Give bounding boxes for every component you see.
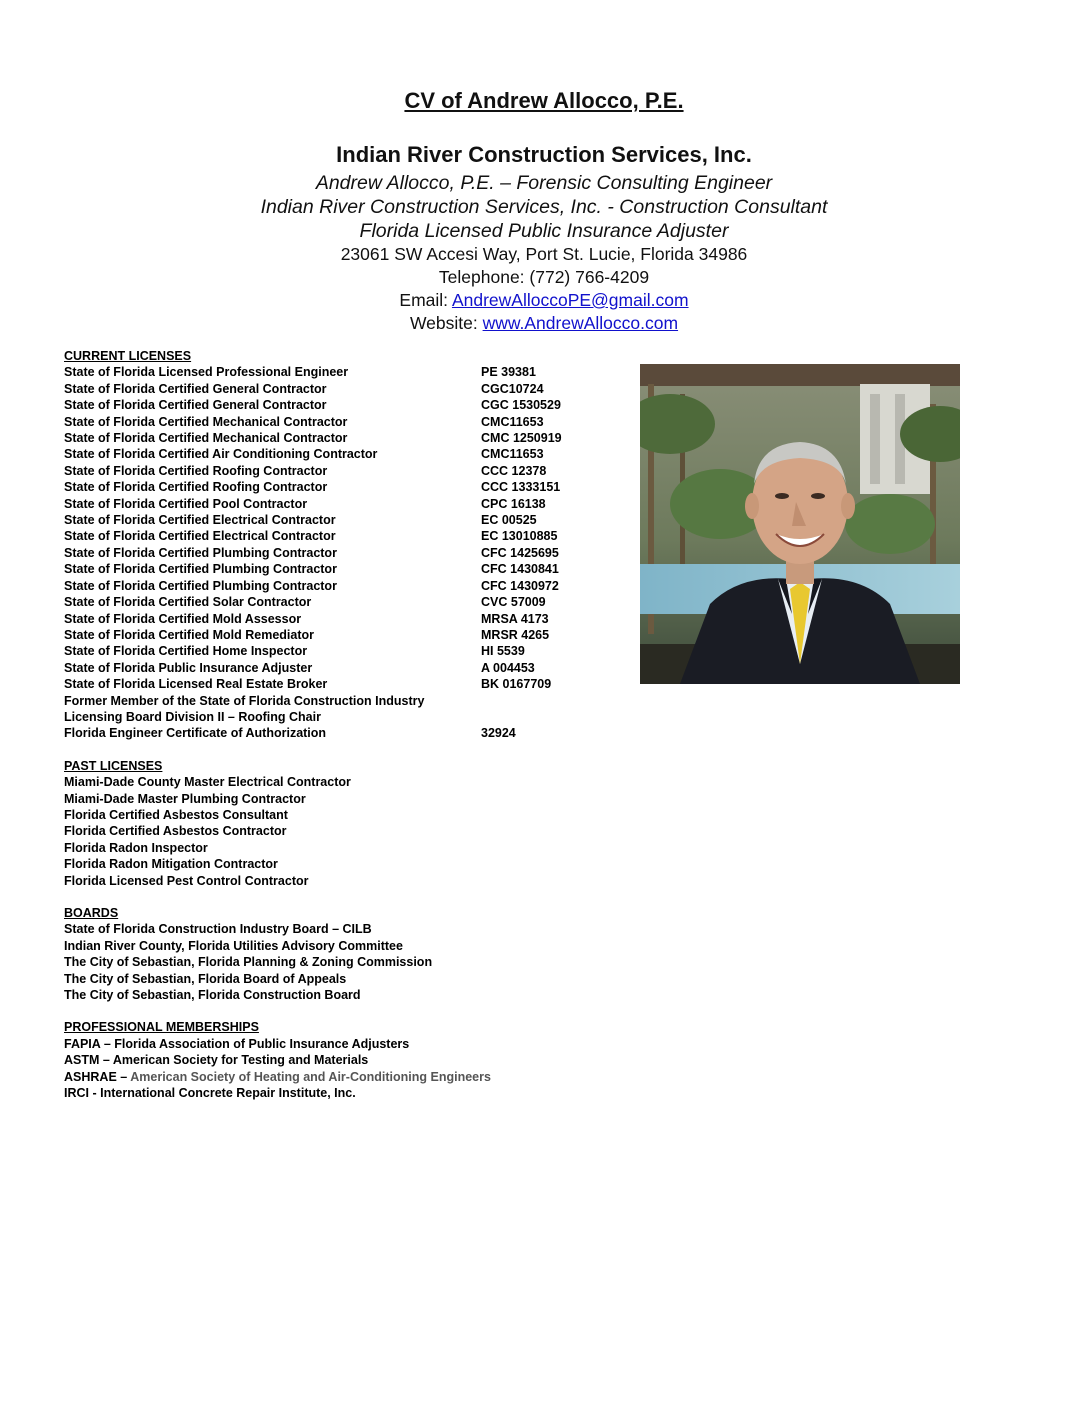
license-number: CVC 57009: [481, 595, 546, 610]
portrait-photo: [640, 364, 960, 684]
license-row: [64, 561, 624, 577]
license-name: State of Florida Certified Solar Contractor: [64, 595, 312, 610]
license-number: CPC 16138: [481, 496, 546, 511]
memberships-list: [64, 1036, 624, 1102]
license-number: BK 0167709: [481, 677, 552, 692]
current-licenses-list: [64, 364, 624, 741]
past-licenses-section: [64, 758, 624, 889]
past-license-item: Florida Certified Asbestos Consultant: [64, 807, 288, 822]
membership-separator: –: [116, 1069, 131, 1084]
website-label: Website:: [409, 313, 478, 333]
license-row: [64, 611, 624, 627]
membership-abbr: FAPIA: [64, 1036, 101, 1051]
boards-heading: BOARDS: [64, 906, 119, 920]
license-row: [64, 512, 624, 528]
license-row: [64, 676, 624, 692]
license-row: [64, 496, 624, 512]
license-name: State of Florida Certified Electrical Contractor: [64, 529, 336, 544]
license-name: State of Florida Certified Mold Assessor: [64, 611, 302, 626]
title-line-adjuster: Florida Licensed Public Insurance Adjuster: [359, 220, 729, 242]
board-item: Indian River County, Florida Utilities Advisory Committee: [64, 938, 403, 953]
license-name: State of Florida Certified Plumbing Contractor: [64, 562, 337, 577]
license-number: MRSR 4265: [481, 627, 550, 642]
license-name: State of Florida Certified Roofing Contractor: [64, 480, 328, 495]
membership-abbr: ASHRAE: [64, 1069, 117, 1084]
license-name: State of Florida Public Insurance Adjuster: [64, 660, 313, 675]
license-row: [64, 709, 624, 725]
membership-item: [64, 1052, 624, 1068]
current-licenses-heading: CURRENT LICENSES: [64, 349, 192, 363]
license-name: State of Florida Licensed Professional Engineer: [64, 365, 349, 380]
license-number: CGC 1530529: [481, 398, 561, 413]
license-row: [64, 528, 624, 544]
website-link[interactable]: www.AndrewAllocco.com: [482, 313, 679, 333]
license-name: Licensing Board Division II – Roofing Chair: [64, 709, 321, 724]
license-name: Florida Engineer Certificate of Authorization: [64, 726, 327, 741]
title-line-consultant: Indian River Construction Services, Inc. - Construction Consultant: [260, 196, 828, 218]
past-license-item: Miami-Dade Master Plumbing Contractor: [64, 791, 306, 806]
license-row: [64, 627, 624, 643]
membership-description: American Society of Heating and Air-Conditioning Engineers: [130, 1069, 491, 1084]
membership-item: [64, 1069, 624, 1085]
license-name: State of Florida Certified Electrical Contractor: [64, 513, 336, 528]
license-number: HI 5539: [481, 644, 525, 659]
license-row: [64, 660, 624, 676]
telephone: Telephone: (772) 766-4209: [438, 267, 650, 287]
license-number: CCC 1333151: [481, 480, 561, 495]
past-license-item: Florida Radon Mitigation Contractor: [64, 857, 278, 872]
past-licenses-list: [64, 774, 624, 889]
license-number: CMC 1250919: [481, 431, 562, 446]
license-number: EC 00525: [481, 513, 537, 528]
license-name: State of Florida Certified General Contractor: [64, 398, 327, 413]
membership-abbr: ASTM: [64, 1053, 100, 1068]
license-row: [64, 381, 624, 397]
license-name: State of Florida Certified Pool Contractor: [64, 496, 308, 511]
license-number: MRSA 4173: [481, 611, 549, 626]
membership-separator: -: [89, 1086, 101, 1101]
current-licenses-section: [64, 348, 624, 742]
license-name: State of Florida Certified Mechanical Contractor: [64, 414, 348, 429]
license-row: [64, 430, 624, 446]
boards-list: [64, 921, 624, 1003]
license-number: PE 39381: [481, 365, 536, 380]
license-row: [64, 578, 624, 594]
past-license-item: Florida Certified Asbestos Contractor: [64, 824, 287, 839]
membership-description: Florida Association of Public Insurance Adjusters: [114, 1036, 410, 1051]
license-row: [64, 479, 624, 495]
membership-item: [64, 1085, 624, 1101]
license-name: State of Florida Licensed Real Estate Broker: [64, 677, 328, 692]
license-number: 32924: [481, 726, 516, 741]
license-row: [64, 725, 624, 741]
letterhead: [0, 140, 1088, 335]
email-label: Email:: [399, 290, 449, 310]
board-item: The City of Sebastian, Florida Board of Appeals: [64, 971, 347, 986]
license-number: CFC 1430972: [481, 578, 559, 593]
license-row: [64, 414, 624, 430]
memberships-section: [64, 1019, 624, 1101]
license-name: State of Florida Certified Air Conditioning Contractor: [64, 447, 378, 462]
license-row: [64, 463, 624, 479]
license-name: State of Florida Certified Roofing Contractor: [64, 463, 328, 478]
license-number: CGC10724: [481, 381, 544, 396]
website-line: [0, 312, 1088, 335]
membership-item: [64, 1036, 624, 1052]
email-line: [0, 289, 1088, 312]
license-number: CCC 12378: [481, 463, 547, 478]
license-row: [64, 364, 624, 380]
license-row: [64, 545, 624, 561]
license-row: [64, 397, 624, 413]
past-license-item: Florida Licensed Pest Control Contractor: [64, 873, 309, 888]
membership-description: International Concrete Repair Institute, Inc.: [100, 1086, 356, 1101]
address: 23061 SW Accesi Way, Port St. Lucie, Florida 34986: [340, 244, 748, 264]
license-number: EC 13010885: [481, 529, 558, 544]
license-number: CFC 1425695: [481, 545, 559, 560]
boards-section: [64, 905, 624, 1003]
portrait-illustration: [640, 364, 960, 684]
license-name: State of Florida Certified Plumbing Contractor: [64, 545, 337, 560]
license-name: State of Florida Certified Home Inspector: [64, 644, 308, 659]
memberships-heading: PROFESSIONAL MEMBERSHIPS: [64, 1020, 259, 1035]
license-number: [481, 709, 601, 725]
license-row: [64, 693, 624, 709]
page-title: CV of Andrew Allocco, P.E.: [404, 88, 684, 113]
past-licenses-heading: PAST LICENSES: [64, 758, 163, 773]
license-row: [64, 594, 624, 610]
license-name: State of Florida Certified Plumbing Contractor: [64, 578, 337, 593]
license-number: CMC11653: [481, 414, 544, 429]
license-name: State of Florida Certified Mold Remediator: [64, 627, 315, 642]
cv-sections: [64, 348, 624, 1117]
board-item: The City of Sebastian, Florida Planning & Zoning Commission: [64, 955, 433, 970]
membership-separator: –: [100, 1036, 115, 1051]
license-row: [64, 643, 624, 659]
company-name: Indian River Construction Services, Inc.: [336, 142, 752, 167]
license-name: State of Florida Certified General Contractor: [64, 381, 327, 396]
past-license-item: Florida Radon Inspector: [64, 840, 208, 855]
board-item: The City of Sebastian, Florida Construction Board: [64, 988, 361, 1003]
membership-description: American Society for Testing and Materials: [112, 1053, 369, 1068]
title-line-engineer: Andrew Allocco, P.E. – Forensic Consulting Engineer: [315, 172, 773, 194]
license-row: [64, 446, 624, 462]
license-name: State of Florida Certified Mechanical Contractor: [64, 431, 348, 446]
board-item: State of Florida Construction Industry Board – CILB: [64, 922, 372, 937]
license-number: A 004453: [481, 660, 535, 675]
past-license-item: Miami-Dade County Master Electrical Contractor: [64, 775, 351, 790]
membership-separator: –: [99, 1053, 113, 1068]
license-number: CFC 1430841: [481, 562, 559, 577]
license-name: Former Member of the State of Florida Construction Industry: [64, 693, 425, 708]
email-link[interactable]: AndrewAlloccoPE@gmail.com: [451, 290, 689, 310]
license-number: [481, 693, 601, 709]
license-number: CMC11653: [481, 447, 544, 462]
membership-abbr: IRCI: [64, 1086, 89, 1101]
